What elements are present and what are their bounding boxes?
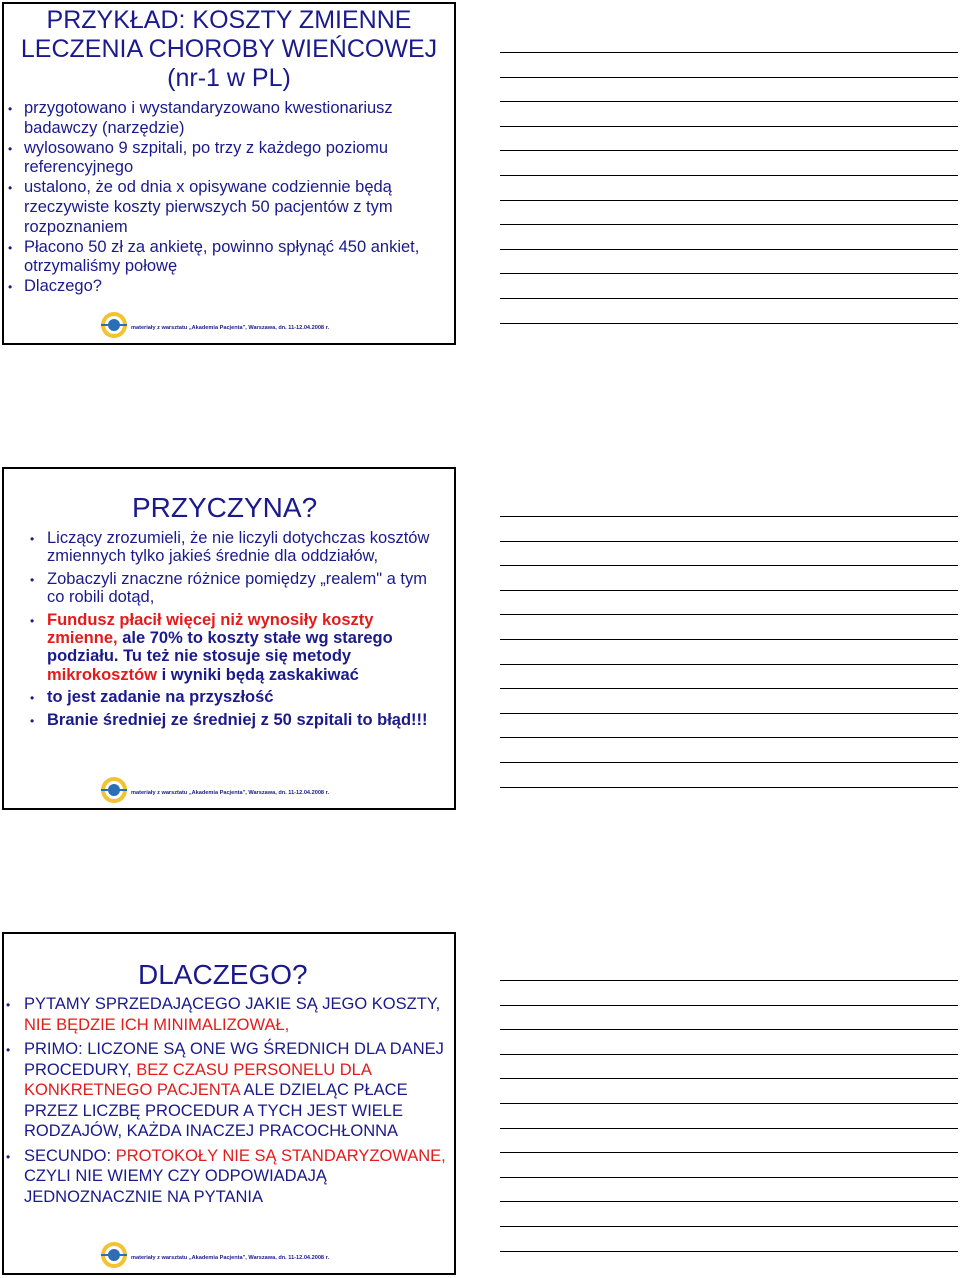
bullet-text: CZYLI NIE WIEMY CZY ODPOWIADAJĄ JEDNOZNACZNIE NA PYTANIA <box>24 1167 327 1206</box>
bullet-item: • wylosowano 9 szpitali, po trzy z każdego poziomu referencyjnego <box>24 139 444 179</box>
title-line-2: LECZENIA CHOROBY WIEŃCOWEJ <box>20 35 438 63</box>
title-line-3: (nr-1 w PL) <box>167 64 291 92</box>
footer-text: materiały z warsztatu „Akademia Pacjenta", Warszawa, dn. 11-12.04.2008 r. <box>131 325 330 331</box>
bullet-item <box>47 570 447 607</box>
slide-1 <box>2 2 456 345</box>
note-line <box>500 688 958 689</box>
note-line <box>500 323 958 324</box>
note-line <box>500 664 958 665</box>
bullet-item <box>47 688 447 706</box>
bullet-item <box>24 1039 454 1142</box>
bullet-list <box>24 994 454 1211</box>
slide-footer <box>99 310 454 340</box>
note-line <box>500 1054 958 1055</box>
bullet-item: • Dlaczego? <box>24 277 444 297</box>
slide-title <box>4 6 454 93</box>
slide-3 <box>2 932 456 1275</box>
akademia-logo-icon <box>99 775 129 805</box>
bullet-text: BEZ CZASU PERSONELU DLA KONKRETNEGO PACJENTA <box>24 1060 371 1099</box>
bullet-text: PROTOKOŁY NIE SĄ STANDARYZOWANE, <box>115 1146 446 1165</box>
footer-text: materiały z warsztatu „Akademia Pacjenta", Warszawa, dn. 11-12.04.2008 r. <box>131 790 330 796</box>
note-line <box>500 1005 958 1006</box>
note-line <box>500 737 958 738</box>
bullet-text: mikrokosztów <box>47 665 158 684</box>
note-line <box>500 614 958 615</box>
note-line <box>500 175 958 176</box>
footer-text: materiały z warsztatu „Akademia Pacjenta", Warszawa, dn. 11-12.04.2008 r. <box>131 1255 330 1261</box>
note-line <box>500 787 958 788</box>
bullet-text: ALE DZIELĄC PŁACE PRZEZ LICZBĘ PROCEDUR A TYCH JEST WIELE RODZAJÓW, KAŻDA INACZEJ PRACOCHŁONNA <box>24 1081 408 1140</box>
akademia-logo-icon <box>99 310 129 340</box>
note-line <box>500 126 958 127</box>
note-line <box>500 150 958 151</box>
note-line <box>500 1251 958 1252</box>
note-line <box>500 1152 958 1153</box>
note-line <box>500 565 958 566</box>
note-line <box>500 224 958 225</box>
slide-title: PRZYCZYNA? <box>132 492 318 523</box>
bullet-item <box>24 1146 454 1208</box>
bullet-text: i wyniki będą zaskakiwać <box>157 665 359 684</box>
note-line <box>500 1078 958 1079</box>
note-line <box>500 516 958 517</box>
bullet-text: PRIMO: LICZONE SĄ ONE WG ŚREDNICH DLA DANEJ PROCEDURY, <box>24 1040 444 1079</box>
bullet-text: NIE BĘDZIE ICH MINIMALIZOWAŁ, <box>24 1015 290 1034</box>
note-line <box>500 980 958 981</box>
note-line <box>500 52 958 53</box>
bullet-text: PYTAMY SPRZEDAJĄCEGO JAKIE SĄ JEGO KOSZTY, <box>24 995 441 1013</box>
note-line <box>500 1128 958 1129</box>
note-line <box>500 200 958 201</box>
bullet-item <box>47 611 447 685</box>
bullet-text: to jest zadanie na przyszłość <box>47 688 274 707</box>
note-line <box>500 101 958 102</box>
slide-footer <box>99 1240 454 1270</box>
note-line <box>500 590 958 591</box>
bullet-item <box>47 529 447 566</box>
bullet-text: Zobaczyli znaczne różnice pomiędzy „realem" a tym co robili dotąd, <box>47 569 427 607</box>
note-line <box>500 1029 958 1030</box>
bullet-text: ale 70% to koszty stałe wg starego podziału. Tu też nie stosuje się metody <box>47 629 393 666</box>
note-line <box>500 1201 958 1202</box>
bullet-item: • Płacono 50 zł za ankietę, powinno spłynąć 450 ankiet, otrzymaliśmy połowę <box>24 238 444 278</box>
bullet-list <box>24 99 444 297</box>
note-line <box>500 762 958 763</box>
note-line <box>500 273 958 274</box>
akademia-logo-icon <box>99 1240 129 1270</box>
bullet-item <box>24 994 454 1035</box>
bullet-item: • ustalono, że od dnia x opisywane codziennie będą rzeczywiste koszty pierwszych 50 pacjentów z tym rozpoznaniem <box>24 178 444 237</box>
note-line <box>500 298 958 299</box>
slide-title: DLACZEGO? <box>138 959 308 990</box>
bullet-text: Liczący zrozumieli, że nie liczyli dotychczas kosztów zmiennych tylko jakieś średnie dla oddziałów, <box>47 529 430 566</box>
bullet-text: SECUNDO: <box>24 1146 116 1165</box>
note-line <box>500 1177 958 1178</box>
slide-2 <box>2 467 456 810</box>
note-line <box>500 77 958 78</box>
bullet-item <box>47 711 447 729</box>
note-line <box>500 1226 958 1227</box>
note-line <box>500 249 958 250</box>
bullet-text: Branie średniej ze średniej z 50 szpitali to błąd!!! <box>47 710 428 729</box>
note-line <box>500 541 958 542</box>
note-line <box>500 639 958 640</box>
note-line <box>500 713 958 714</box>
bullet-text: Fundusz płacił więcej niż wynosiły koszty zmienne, <box>47 610 374 648</box>
note-line <box>500 1103 958 1104</box>
slide-footer <box>99 775 454 805</box>
bullet-list <box>47 529 447 733</box>
title-line-1: PRZYKŁAD: KOSZTY ZMIENNE <box>46 6 412 34</box>
bullet-item: • przygotowano i wystandaryzowano kwestionariusz badawczy (narzędzie) <box>24 99 444 139</box>
